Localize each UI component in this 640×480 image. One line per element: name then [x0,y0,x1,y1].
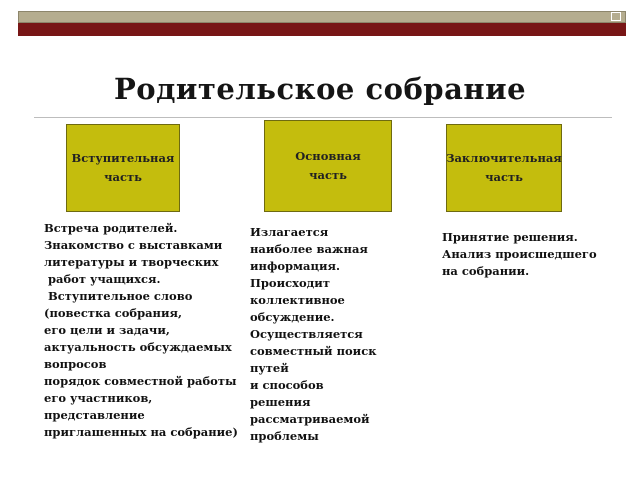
main-line: рассматриваемой [250,412,370,426]
intro-part-box: Вступительная часть [66,124,180,212]
intro-line: его участников, [44,391,153,405]
intro-line: работ учащихся. [44,272,161,286]
main-line: совместный поиск [250,344,377,358]
main-line: Излагается [250,225,329,239]
final-line: Принятие решения. [442,230,578,244]
decorative-top-stripe [18,23,626,36]
intro-line: порядок совместной работы [44,374,237,388]
main-line: наиболее важная [250,242,368,256]
main-line: и способов [250,378,324,392]
final-part-box: Заключительная часть [446,124,562,212]
intro-line: Вступительное слово [44,289,193,303]
main-part-description [250,224,377,445]
main-line: коллективное [250,293,345,307]
intro-line: приглашенных на собрание) [44,425,238,439]
main-line: Происходит [250,276,330,290]
intro-line: актуальность обсуждаемых [44,340,232,354]
intro-line: представление [44,408,145,422]
intro-line: литературы и творческих [44,255,219,269]
main-line: путей [250,361,289,375]
intro-line: его цели и задачи, [44,323,170,337]
final-part-description [442,229,597,280]
final-line: на собрании. [442,264,530,278]
main-part-box: Основная часть [264,120,392,212]
main-line: обсуждение. [250,310,335,324]
intro-line: Встреча родителей. [44,221,178,235]
slide-title: Родительское собрание [113,72,527,106]
main-line: проблемы [250,429,319,443]
title-divider [34,117,612,118]
decorative-top-band [18,11,626,23]
main-line: Осуществляется [250,327,363,341]
final-line: Анализ происшедшего [442,247,597,261]
intro-line: вопросов [44,357,107,371]
intro-line: (повестка собрания, [44,306,183,320]
intro-line: Знакомство с выставками [44,238,223,252]
intro-part-description [44,220,238,441]
decorative-square-icon [611,12,621,21]
main-line: решения [250,395,311,409]
main-line: информация. [250,259,340,273]
